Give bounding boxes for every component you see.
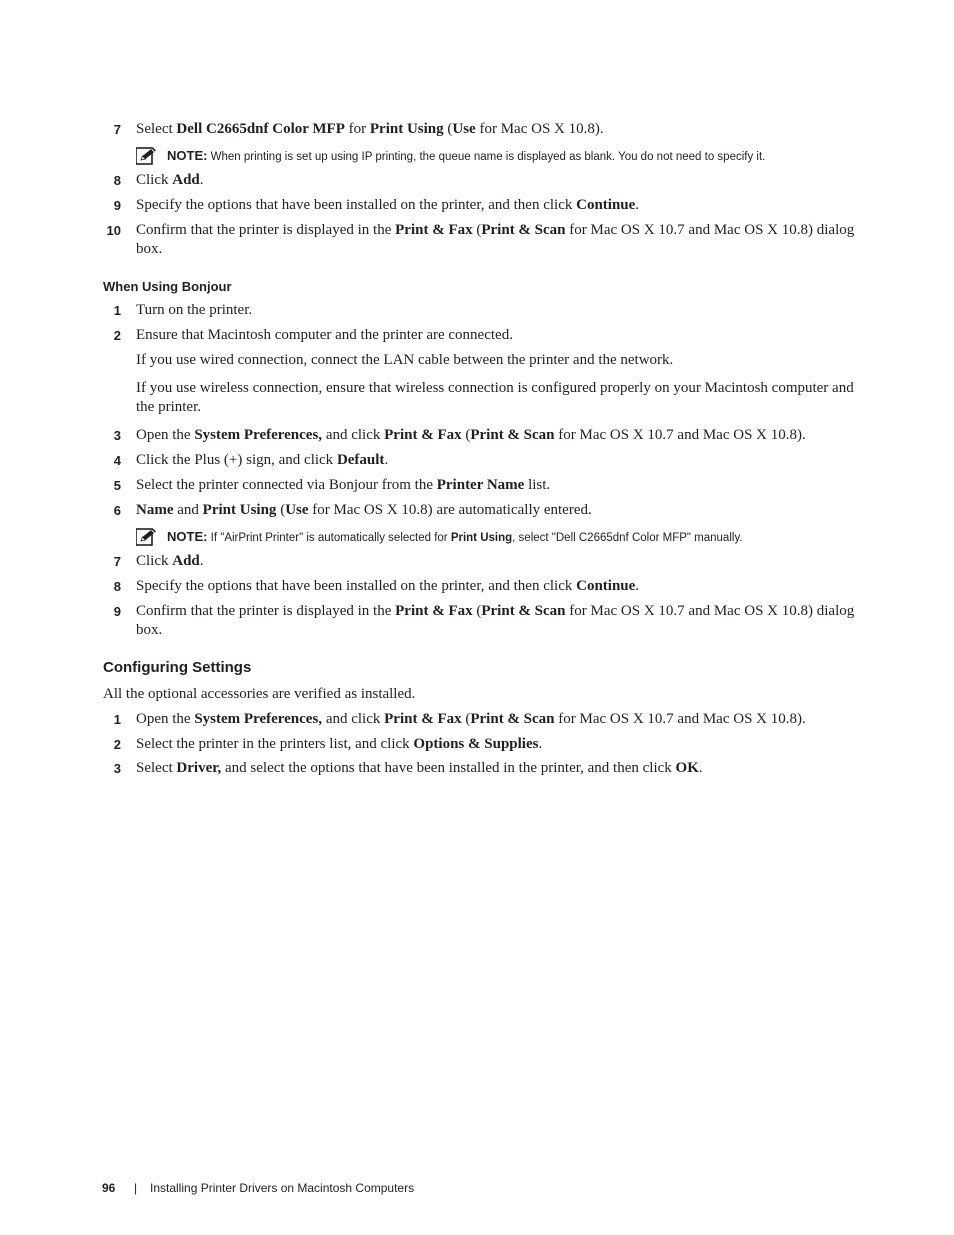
bold-term: System Preferences, (194, 711, 323, 727)
step-text (136, 451, 858, 470)
step-text (136, 221, 858, 259)
text-run: , select "Dell C2665dnf Color MFP" manually. (512, 532, 743, 544)
step-number: 5 (113, 478, 121, 493)
note (136, 147, 858, 167)
step-number: 8 (113, 173, 121, 188)
text-run: for Mac OS X 10.7 and Mac OS X 10.8). (554, 711, 806, 727)
step-text (136, 301, 858, 320)
text-run: for Mac OS X 10.8) are automatically entered. (308, 502, 592, 518)
text-run: Select (136, 121, 177, 137)
text-run: ( (443, 121, 453, 137)
text-run: ( (461, 427, 471, 443)
bold-term: Add (172, 553, 200, 569)
bold-term: Print Using (369, 121, 444, 137)
step-number: 4 (113, 453, 121, 468)
bold-term: Use (285, 502, 309, 518)
text-run: for (344, 121, 370, 137)
step-number: 7 (113, 122, 121, 137)
bold-term: Print Using (202, 502, 277, 518)
bold-term: Continue (576, 197, 636, 213)
bold-term: Continue (576, 578, 636, 594)
paragraph-wired: If you use wired connection, connect the LAN cable between the printer and the network. (136, 352, 674, 368)
bold-term: Print Using (450, 532, 513, 544)
step-text (136, 501, 858, 520)
bold-term: Print & Scan (470, 427, 555, 443)
bold-term: Print & Scan (470, 711, 555, 727)
footer-chapter-title: Installing Printer Drivers on Macintosh Computers (150, 1181, 415, 1195)
text-run: Open the (136, 427, 195, 443)
step-text (136, 476, 858, 495)
text-run: Select (136, 760, 177, 776)
text-run: ( (472, 222, 482, 238)
step-number: 2 (113, 328, 121, 343)
text-run: Click (136, 172, 173, 188)
bold-term: Add (172, 172, 200, 188)
text-run: Ensure that Macintosh computer and the printer are connected. (136, 327, 513, 343)
pencil-note-icon (136, 528, 158, 546)
text-run: . (635, 578, 640, 594)
step-number: 10 (106, 223, 121, 238)
step-number: 9 (113, 604, 121, 619)
step-number: 1 (113, 303, 121, 318)
text-run: ( (472, 603, 482, 619)
bold-term: Options & Supplies (413, 736, 539, 752)
step-text (136, 196, 858, 215)
step-text (136, 602, 858, 640)
step-text (136, 171, 858, 190)
text-run: for Mac OS X 10.7 and Mac OS X 10.8) dialog box. (136, 222, 855, 257)
footer-separator: | (134, 1181, 138, 1195)
paragraph-config: All the optional accessories are verified as installed. (103, 686, 416, 702)
text-run: and click (322, 711, 385, 727)
note-text (167, 148, 765, 165)
text-run: Specify the options that have been installed on the printer, and then click (136, 197, 577, 213)
note-label: NOTE: (167, 529, 208, 544)
text-run: for Mac OS X 10.8). (475, 121, 604, 137)
text-run: and click (322, 427, 385, 443)
text-run: Confirm that the printer is displayed in the (136, 603, 396, 619)
text-run: ( (461, 711, 471, 727)
step-number: 3 (113, 761, 121, 776)
text-run: If "AirPrint Printer" is automatically selected for (207, 532, 451, 544)
step-number: 1 (113, 712, 121, 727)
step-number: 8 (113, 579, 121, 594)
step-text (136, 426, 858, 445)
paragraph-wireless: If you use wireless connection, ensure that wireless connection is configured properly on your Macintosh computer and the printer. (136, 380, 854, 415)
step-text (136, 552, 858, 571)
step-text (136, 710, 858, 729)
text-run: for Mac OS X 10.7 and Mac OS X 10.8). (554, 427, 806, 443)
note (136, 528, 858, 548)
bold-term: Print & Fax (395, 603, 473, 619)
step-text (136, 735, 858, 754)
text-run: When printing is set up using IP printing, the queue name is displayed as blank. You do not need to specify it. (207, 151, 766, 163)
text-run: Turn on the printer. (136, 302, 253, 318)
text-run: Select the printer connected via Bonjour from the (136, 477, 437, 493)
step-number: 3 (113, 428, 121, 443)
step-number: 2 (113, 737, 121, 752)
bold-term: Printer Name (436, 477, 525, 493)
text-run: Open the (136, 711, 195, 727)
text-run: list. (524, 477, 551, 493)
text-run: . (538, 736, 543, 752)
step-number: 7 (113, 554, 121, 569)
step-text (136, 120, 858, 139)
note-text (167, 529, 743, 546)
text-run: Click (136, 553, 173, 569)
pencil-note-icon (136, 147, 158, 165)
bold-term: Use (452, 121, 476, 137)
bold-term: OK (675, 760, 699, 776)
subheading-bonjour: When Using Bonjour (103, 279, 232, 294)
text-run: ( (276, 502, 286, 518)
bold-term: Print & Fax (384, 711, 462, 727)
text-run: and select the options that have been installed in the printer, and then click (221, 760, 676, 776)
text-run: Specify the options that have been installed on the printer, and then click (136, 578, 577, 594)
bold-term: Print & Scan (481, 603, 566, 619)
note-label: NOTE: (167, 148, 208, 163)
text-run: . (635, 197, 640, 213)
text-run: . (199, 172, 204, 188)
bold-term: Print & Fax (395, 222, 473, 238)
bold-term: Dell C2665dnf Color MFP (176, 121, 345, 137)
text-run: for Mac OS X 10.7 and Mac OS X 10.8) dialog box. (136, 603, 855, 638)
text-run: . (199, 553, 204, 569)
page-number: 96 (102, 1181, 116, 1195)
step-number: 6 (113, 503, 121, 518)
step-text (136, 759, 858, 778)
section-heading-configuring-settings: Configuring Settings (103, 659, 252, 676)
bold-term: Print & Scan (481, 222, 566, 238)
text-run: Select the printer in the printers list, and click (136, 736, 414, 752)
step-text (136, 326, 858, 345)
text-run: Confirm that the printer is displayed in the (136, 222, 396, 238)
step-text (136, 577, 858, 596)
bold-term: Name (136, 502, 174, 518)
text-run: . (698, 760, 703, 776)
bold-term: System Preferences, (194, 427, 323, 443)
text-run: . (384, 452, 389, 468)
bold-term: Driver, (176, 760, 222, 776)
text-run: Click the Plus (+) sign, and click (136, 452, 337, 468)
bold-term: Default (336, 452, 385, 468)
step-number: 9 (113, 198, 121, 213)
bold-term: Print & Fax (384, 427, 462, 443)
text-run: and (173, 502, 203, 518)
